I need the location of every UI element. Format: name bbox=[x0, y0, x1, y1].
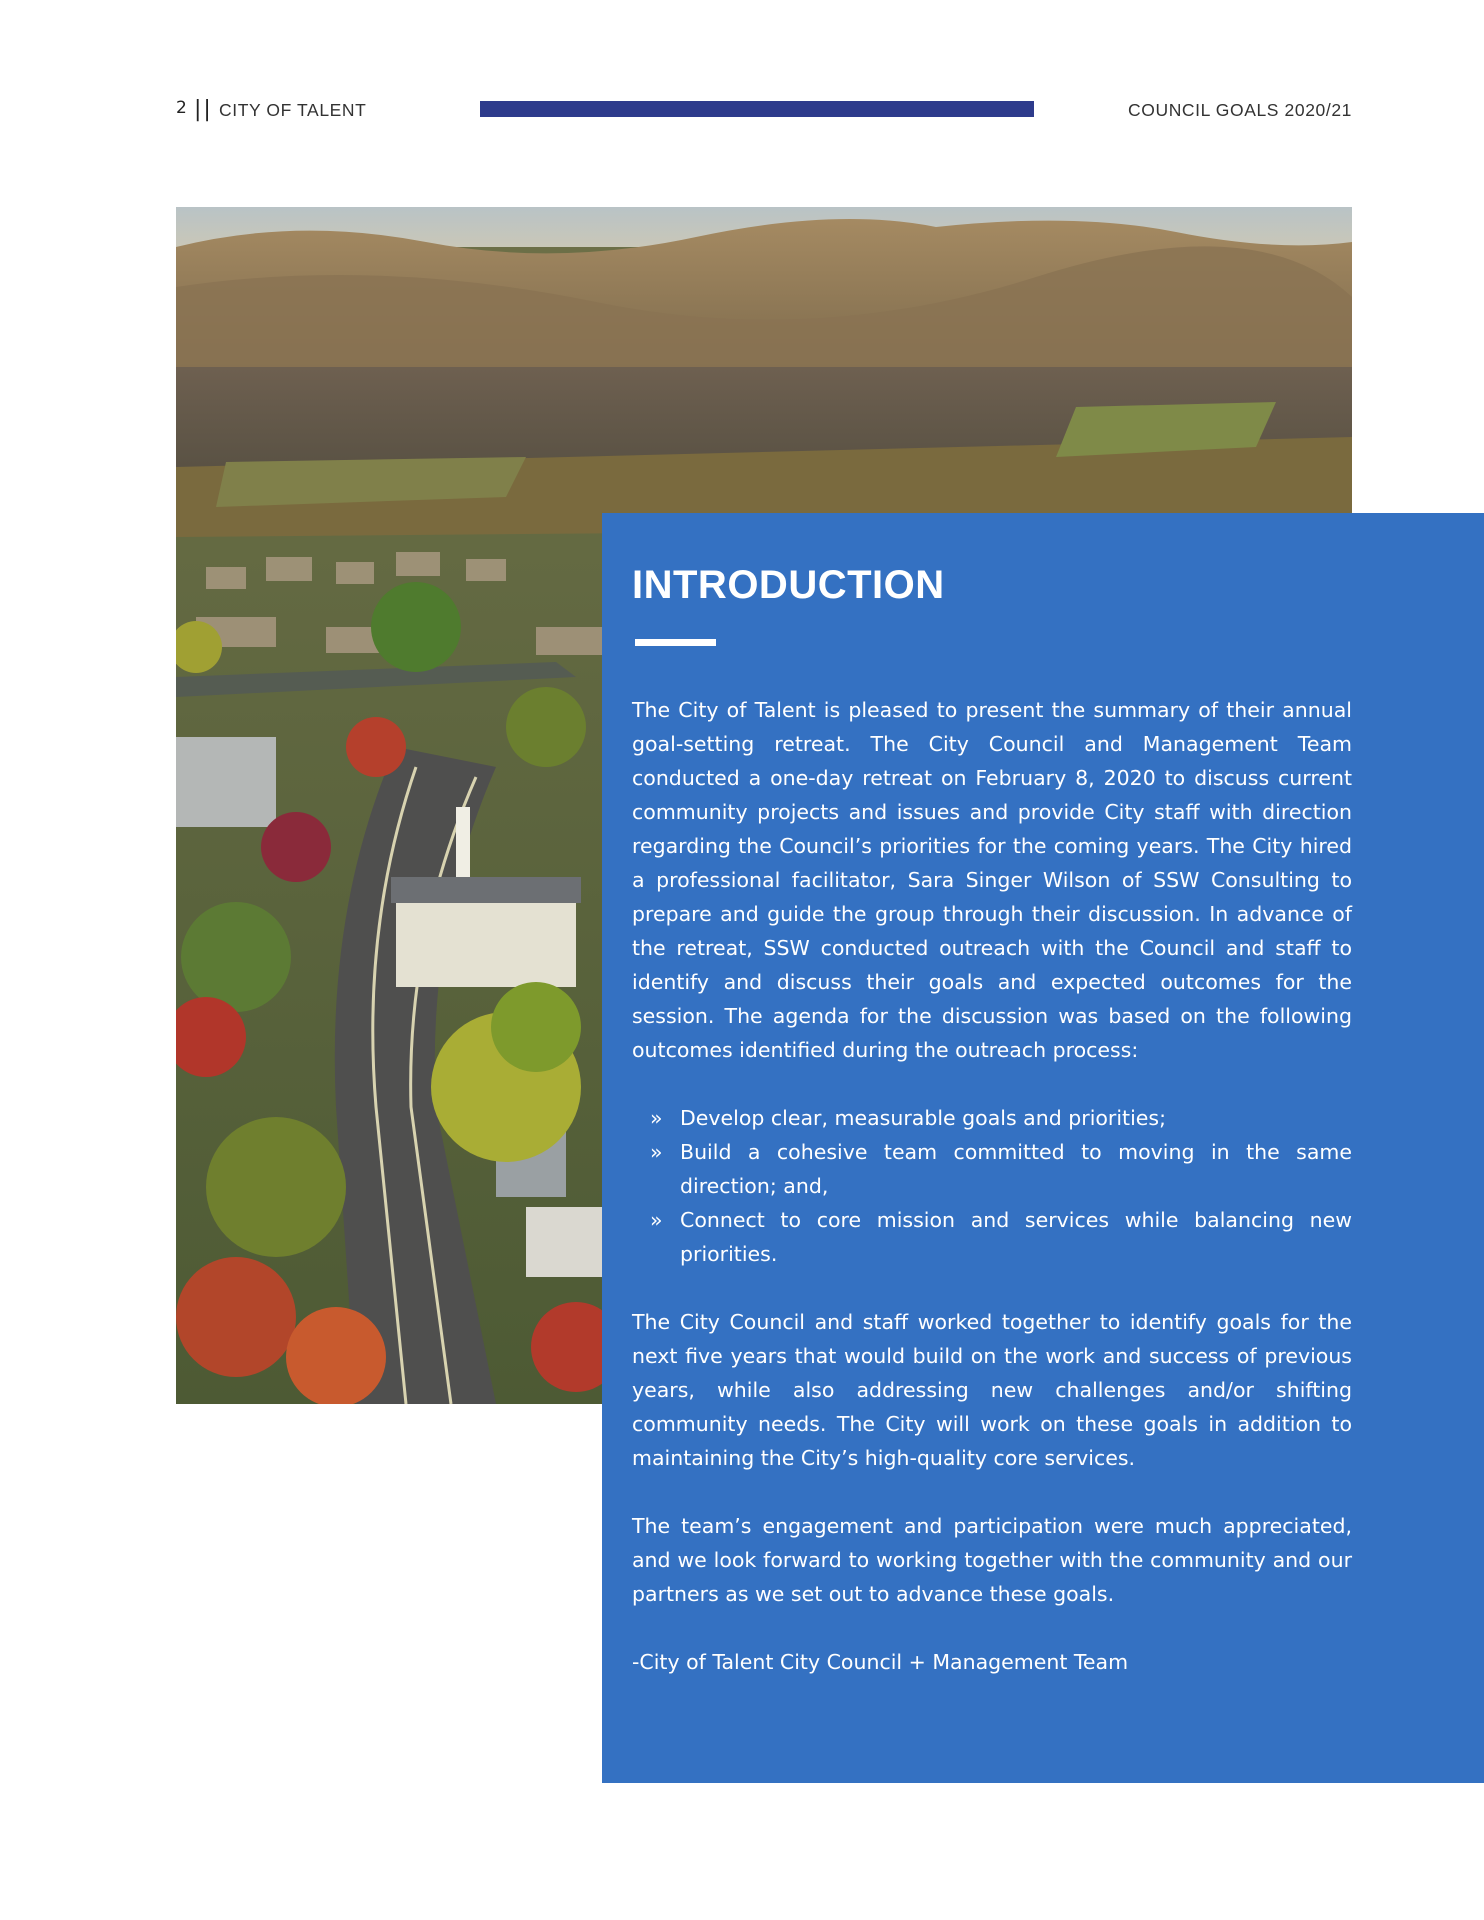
intro-paragraph-2: The City Council and staff worked together to identify goals for the next five years that would build on the work and success of previous years, while also addressing new challenges and/or shifting community needs. The City will work on these goals in addition to maintaining the City’s high-quality core services. bbox=[632, 1310, 1352, 1470]
heading-underline bbox=[635, 639, 716, 646]
organization-name: CITY OF TALENT bbox=[219, 100, 367, 120]
signoff: -City of Talent City Council + Management Team bbox=[632, 1650, 1129, 1674]
outcomes-list bbox=[632, 1101, 1352, 1271]
introduction-panel bbox=[602, 513, 1484, 1783]
list-item bbox=[632, 1203, 1352, 1271]
header-accent-bar bbox=[480, 101, 1034, 117]
introduction-body bbox=[632, 693, 1352, 1713]
page-number: 2 bbox=[176, 98, 187, 118]
bullet-icon: » bbox=[650, 1106, 663, 1130]
document-title: COUNCIL GOALS 2020/21 bbox=[1128, 100, 1352, 120]
introduction-heading: INTRODUCTION bbox=[632, 563, 945, 607]
list-item-text: Develop clear, measurable goals and priorities; bbox=[680, 1106, 1166, 1130]
list-item-text: Connect to core mission and services while balancing new priorities. bbox=[680, 1208, 1352, 1266]
bullet-icon: » bbox=[650, 1208, 663, 1232]
list-item-text: Build a cohesive team committed to moving in the same direction; and, bbox=[680, 1140, 1352, 1198]
header-separator: || bbox=[194, 97, 213, 122]
intro-paragraph-1: The City of Talent is pleased to present the summary of their annual goal-setting retreat. The City Council and Management Team conducted a one-day retreat on February 8, 2020 to discuss current community projects and issues and provide City staff with direction regarding the Council’s priorities for the coming years. The City hired a professional facilitator, Sara Singer Wilson of SSW Consulting to prepare and guide the group through their discussion. In advance of the retreat, SSW conducted outreach with the Council and staff to identify and discuss their goals and expected outcomes for the session. The agenda for the discussion was based on the following outcomes identified during the outreach process: bbox=[632, 698, 1352, 1062]
intro-paragraph-3: The team’s engagement and participation were much appreciated, and we look forward to working together with the community and our partners as we set out to advance these goals. bbox=[632, 1514, 1352, 1606]
list-item bbox=[632, 1101, 1352, 1135]
page-header bbox=[176, 92, 1352, 122]
list-item bbox=[632, 1135, 1352, 1203]
bullet-icon: » bbox=[650, 1140, 663, 1164]
